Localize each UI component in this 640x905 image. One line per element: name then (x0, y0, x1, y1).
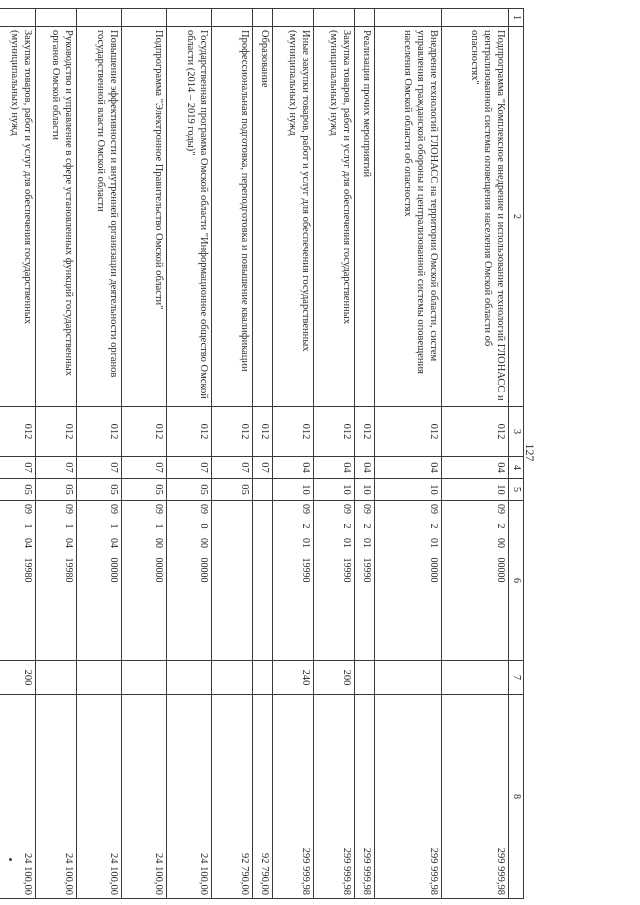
header-cell: 4 (508, 457, 523, 479)
vr-code (211, 661, 252, 695)
amount: 299 999,98 (354, 695, 374, 899)
csr-code: 09 1 04 19980 (0, 501, 35, 661)
pr-code: 05 (76, 479, 121, 501)
pr-code: 10 (354, 479, 374, 501)
ved-code: 012 (211, 407, 252, 457)
ved-code: 012 (76, 407, 121, 457)
pr-code: 10 (441, 479, 508, 501)
empty-cell (441, 9, 508, 27)
rz-code: 04 (354, 457, 374, 479)
pr-code: 10 (374, 479, 441, 501)
amount: 299 999,98 (272, 695, 313, 899)
vr-code: 200 (0, 661, 35, 695)
amount: 92 790,00 (252, 695, 272, 899)
amount: 24 100,00 (166, 695, 211, 899)
item-name: Профессиональная подготовка, переподготовка и повышение квалификации (211, 27, 252, 407)
header-cell: 8 (508, 695, 523, 899)
empty-cell (35, 9, 76, 27)
empty-cell (313, 9, 354, 27)
table-row (374, 9, 441, 899)
page-number: 127 (523, 443, 537, 462)
vr-code (121, 661, 166, 695)
ved-code: 012 (0, 407, 35, 457)
empty-cell (166, 9, 211, 27)
rz-code: 07 (35, 457, 76, 479)
vr-code (441, 661, 508, 695)
item-name: Реализация прочих мероприятий (354, 27, 374, 407)
rz-code: 07 (121, 457, 166, 479)
table-row (166, 9, 211, 899)
header-cell: 6 (508, 501, 523, 661)
table-row (313, 9, 354, 899)
empty-cell (272, 9, 313, 27)
item-name: Подпрограмма "Комплексное внедрение и использование технологий ГЛОНАСС и централизованной системы оповещения населения Омской области об опасностях" (441, 27, 508, 407)
table-row (441, 9, 508, 899)
rz-code: 07 (0, 457, 35, 479)
vr-code (76, 661, 121, 695)
header-cell: 3 (508, 407, 523, 457)
amount: 24 100,00 (76, 695, 121, 899)
vr-code: 240 (272, 661, 313, 695)
ved-code: 012 (441, 407, 508, 457)
rz-code: 04 (272, 457, 313, 479)
csr-code: 09 1 00 00000 (121, 501, 166, 661)
ved-code: 012 (272, 407, 313, 457)
csr-code: 09 2 01 19990 (313, 501, 354, 661)
pr-code: 05 (0, 479, 35, 501)
rz-code: 04 (313, 457, 354, 479)
ved-code: 012 (354, 407, 374, 457)
table-row (252, 9, 272, 899)
item-name: Иные закупки товаров, работ и услуг для обеспечения государственных (муниципальных) нужд (272, 27, 313, 407)
ved-code: 012 (121, 407, 166, 457)
rz-code: 04 (374, 457, 441, 479)
pr-code: 05 (35, 479, 76, 501)
table-row (76, 9, 121, 899)
csr-code: 09 1 04 00000 (76, 501, 121, 661)
table-row (272, 9, 313, 899)
header-cell: 2 (508, 27, 523, 407)
pr-code: 10 (272, 479, 313, 501)
empty-cell (121, 9, 166, 27)
table-row (121, 9, 166, 899)
csr-code (211, 501, 252, 661)
csr-code (252, 501, 272, 661)
item-name: Руководство и управление в сфере установленных функций государственных органов Омской области (35, 27, 76, 407)
empty-cell (0, 9, 35, 27)
pr-code (252, 479, 272, 501)
rz-code: 07 (252, 457, 272, 479)
empty-cell (354, 9, 374, 27)
item-name: Повышение эффективности и внутренней организации деятельности органов государственной власти Омской области (76, 27, 121, 407)
rz-code: 07 (211, 457, 252, 479)
vr-code: 200 (313, 661, 354, 695)
header-row (508, 9, 523, 899)
amount: 24 100,00 (0, 695, 35, 899)
vr-code (35, 661, 76, 695)
amount: 24 100,00 (35, 695, 76, 899)
header-cell: 1 (508, 9, 523, 27)
pr-code: 05 (121, 479, 166, 501)
rz-code: 07 (166, 457, 211, 479)
empty-cell (211, 9, 252, 27)
amount: 299 999,98 (441, 695, 508, 899)
rz-code: 07 (76, 457, 121, 479)
table-row (211, 9, 252, 899)
csr-code: 09 2 00 00000 (441, 501, 508, 661)
header-cell: 7 (508, 661, 523, 695)
empty-cell (252, 9, 272, 27)
item-name: Закупка товаров, работ и услуг для обеспечения государственных (муниципальных) нужд (313, 27, 354, 407)
item-name: Подпрограмма "Электронное Правительство Омской области" (121, 27, 166, 407)
amount: 24 100,00 (121, 695, 166, 899)
rz-code: 04 (441, 457, 508, 479)
table-row (354, 9, 374, 899)
amount: 299 999,98 (374, 695, 441, 899)
pr-code: 05 (211, 479, 252, 501)
ved-code: 012 (166, 407, 211, 457)
csr-code: 09 1 04 19980 (35, 501, 76, 661)
empty-cell (374, 9, 441, 27)
header-cell: 5 (508, 479, 523, 501)
ved-code: 012 (35, 407, 76, 457)
amount: 92 790,00 (211, 695, 252, 899)
item-name: Внедрение технологий ГЛОНАСС на территории Омской области, систем управления гражданской обороны и централизованной системы оповещения населения Омской области об опасностях (374, 27, 441, 407)
budget-table (0, 8, 524, 899)
pr-code: 05 (166, 479, 211, 501)
ved-code: 012 (313, 407, 354, 457)
item-name: Государственная программа Омской области "Информационное общество Омской области (2014 – 2019 годы)" (166, 27, 211, 407)
csr-code: 09 2 01 19990 (272, 501, 313, 661)
csr-code: 09 2 01 00000 (374, 501, 441, 661)
vr-code (166, 661, 211, 695)
amount: 299 999,98 (313, 695, 354, 899)
csr-code: 09 0 00 00000 (166, 501, 211, 661)
table-row (35, 9, 76, 899)
vr-code (252, 661, 272, 695)
ved-code: 012 (252, 407, 272, 457)
empty-cell (76, 9, 121, 27)
pr-code: 10 (313, 479, 354, 501)
item-name: Образование (252, 27, 272, 407)
table-row (0, 9, 35, 899)
item-name: Закупка товаров, работ и услуг для обеспечения государственных (муниципальных) нужд (0, 27, 35, 407)
vr-code (354, 661, 374, 695)
vr-code (374, 661, 441, 695)
ved-code: 012 (374, 407, 441, 457)
csr-code: 09 2 01 19990 (354, 501, 374, 661)
